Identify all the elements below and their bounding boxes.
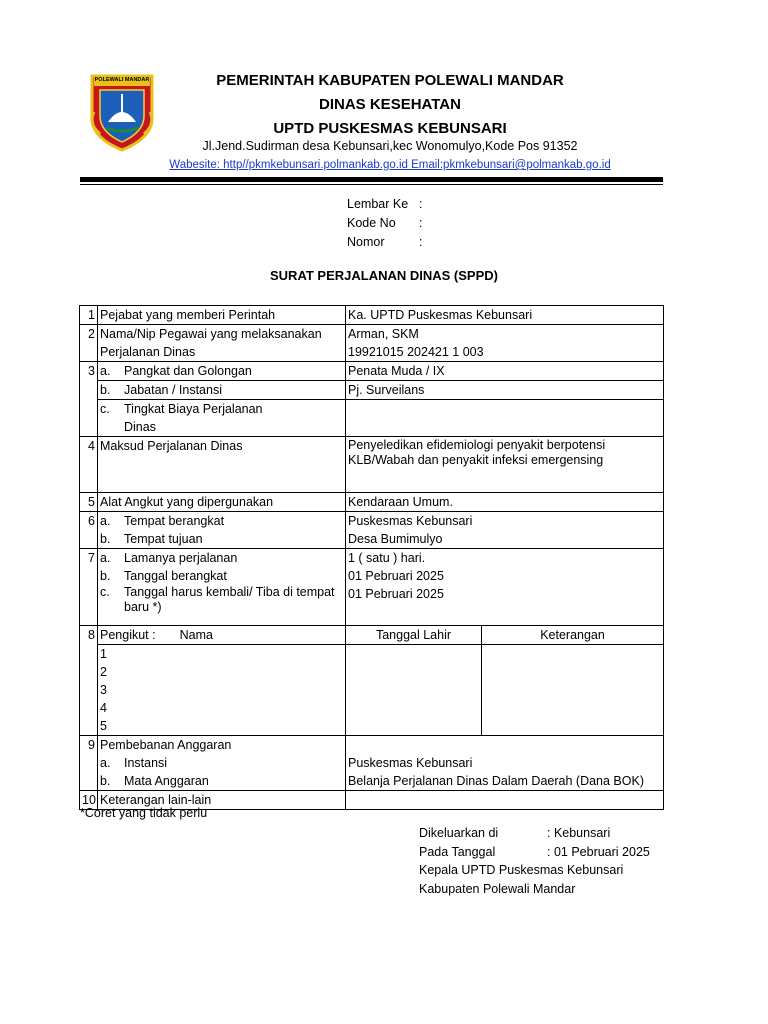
header-divider-thin <box>80 184 663 185</box>
table-row: 10 Keterangan lain-lain <box>80 791 664 810</box>
signatory-region: Kabupaten Polewali Mandar <box>419 881 576 896</box>
follower-item: 5 <box>100 719 107 733</box>
follower-item: 3 <box>100 683 107 697</box>
header-address: Jl.Jend.Sudirman desa Kebunsari,kec Wonomulyo,Kode Pos 91352 <box>202 139 578 153</box>
meta-row: Kode No : <box>347 216 423 230</box>
table-row: b. Jabatan / Instansi Pj. Surveilans <box>80 381 664 400</box>
table-row: 5 Alat Angkut yang dipergunakan Kendaraan Umum. <box>80 493 664 512</box>
table-row <box>80 645 664 736</box>
footnote: *Coret yang tidak perlu <box>80 806 208 820</box>
signatory-title: Kepala UPTD Puskesmas Kebunsari <box>419 863 624 877</box>
table-row: 1 Pejabat yang memberi Perintah Ka. UPTD Puskesmas Kebunsari <box>80 306 664 325</box>
meta-row: Lembar Ke : <box>347 197 423 211</box>
logo-text: POLEWALI MANDAR <box>94 77 150 83</box>
issuance-block: Dikeluarkan di : Kebunsari Pada Tanggal : 01 Pebruari 2025 Kepala UPTD Puskesmas Kebunsari Kabupaten Polewali Mandar <box>419 824 650 898</box>
table-row: 7 a. Lamanya perjalanan b. Tanggal berangkat c. Tanggal harus kembali/ Tiba di tempat baru *) 1 ( satu ) hari. 01 Pebruari 2025 01 Pebruari 2025 <box>80 549 664 626</box>
header-website-link[interactable]: Wabesite: http//pkmkebunsari.polmankab.go.id Email:pkmkebunsari@polmankab.go.id <box>169 159 611 171</box>
header-divider-thick <box>80 177 663 182</box>
document-title: SURAT PERJALANAN DINAS (SPPD) <box>270 268 498 283</box>
follower-item: 2 <box>100 665 107 679</box>
table-row: 4 Maksud Perjalanan Dinas Penyeledikan efidemiologi penyakit berpotensi KLB/Wabah dan penyakit infeksi emergensing <box>80 437 664 493</box>
table-row: 2 Nama/Nip Pegawai yang melaksanakan Perjalanan Dinas Arman, SKM 19921015 202421 1 003 <box>80 325 664 362</box>
table-row: c. Tingkat Biaya Perjalanan Dinas <box>80 400 664 437</box>
follower-item: 4 <box>100 701 107 715</box>
table-row: 8 Pengikut : Nama Tanggal Lahir Keterangan <box>80 626 664 645</box>
meta-row: Nomor : <box>347 235 423 249</box>
table-row: 6 a. Tempat berangkat b. Tempat tujuan Puskesmas Kebunsari Desa Bumimulyo <box>80 512 664 549</box>
table-row: 9 Pembebanan Anggaran a. Instansi b. Mata Anggaran Puskesmas Kebunsari Belanja Perjalanan Dinas Dalam Daerah (Dana BOK) <box>80 736 664 791</box>
header-line-2: DINAS KESEHATAN <box>319 96 461 113</box>
header-line-3: UPTD PUSKESMAS KEBUNSARI <box>273 120 507 137</box>
document-meta <box>347 195 422 252</box>
follower-item: 1 <box>100 647 107 661</box>
regency-logo <box>86 72 158 152</box>
header-line-1: PEMERINTAH KABUPATEN POLEWALI MANDAR <box>216 72 564 89</box>
sppd-table <box>79 305 664 810</box>
table-row: 3 a. Pangkat dan Golongan Penata Muda / IX <box>80 362 664 381</box>
